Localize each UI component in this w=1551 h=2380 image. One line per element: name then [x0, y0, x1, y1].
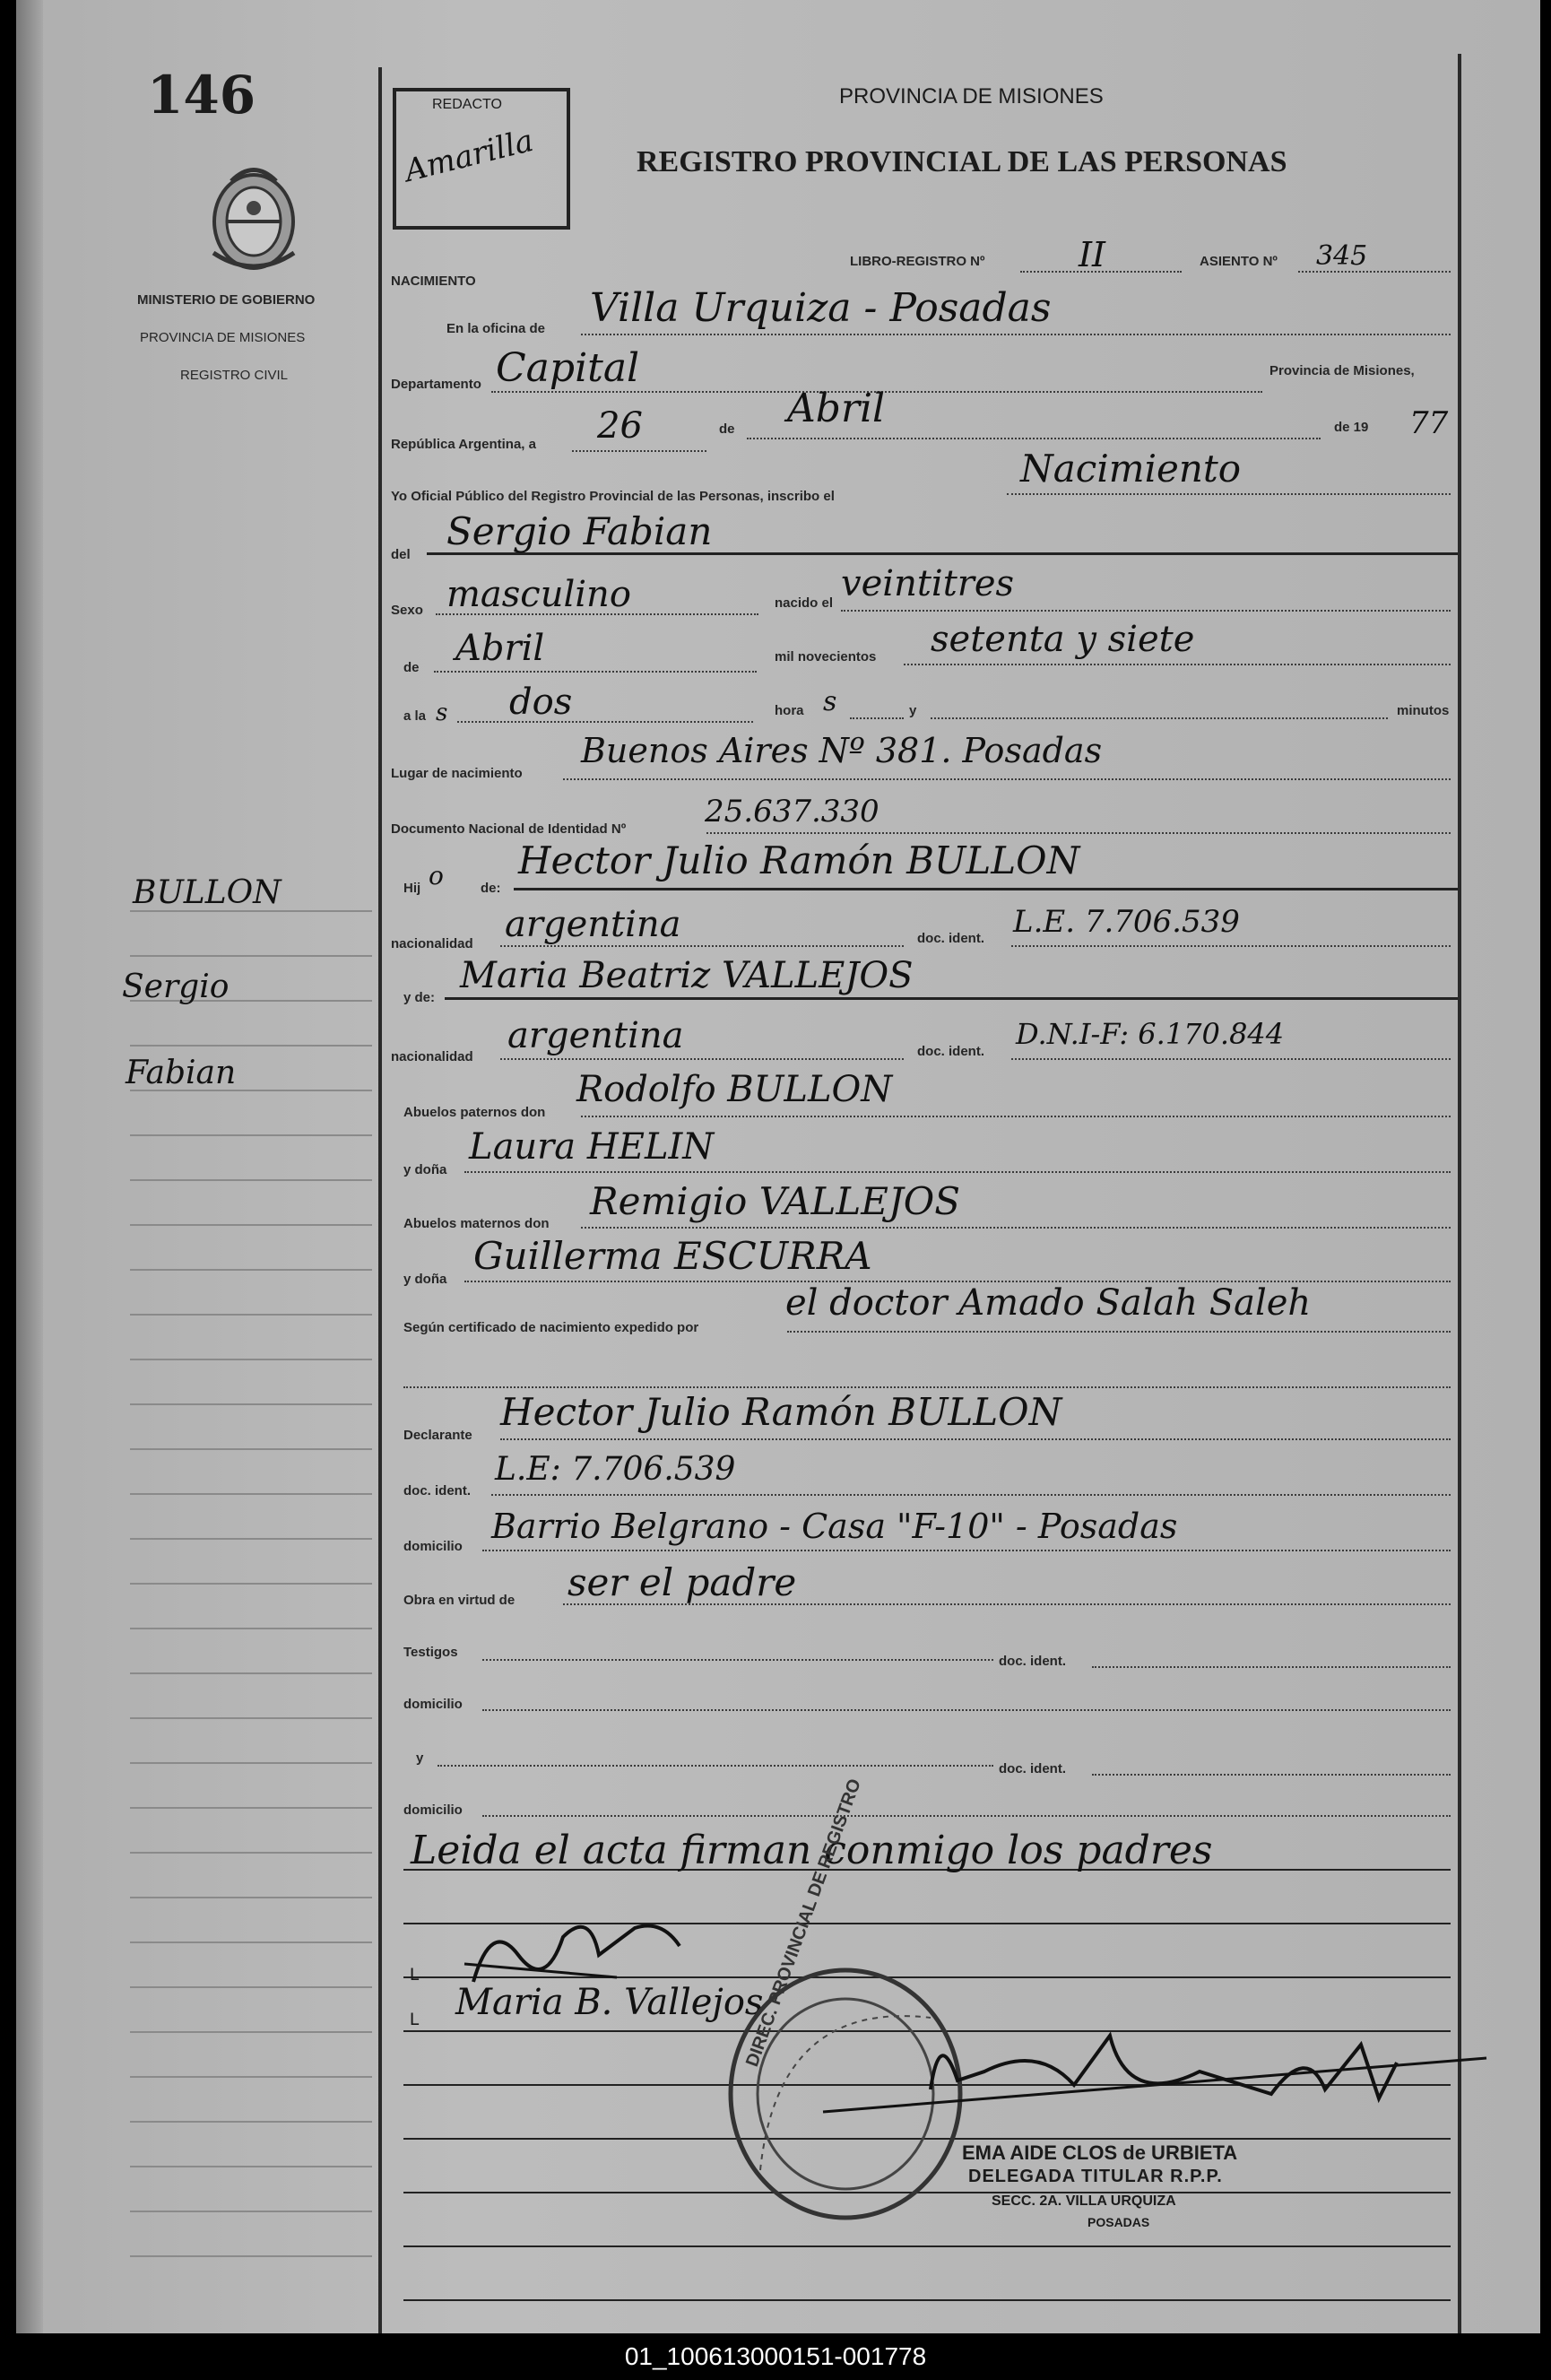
abuelo-paterno-value: Rodolfo BULLON — [576, 1069, 893, 1110]
abuela-materna-value: Guillerma ESCURRA — [473, 1234, 872, 1278]
lugar-value: Buenos Aires Nº 381. Posadas — [581, 731, 1103, 770]
lugar-label: Lugar de nacimiento — [391, 766, 523, 781]
header-registry: REGISTRO PROVINCIAL DE LAS PERSONAS — [637, 145, 1287, 178]
de2-label: de — [403, 660, 420, 675]
official-signature-icon — [805, 2009, 1504, 2134]
nacimiento-label: NACIMIENTO — [391, 274, 476, 289]
madre-value: Maria Beatriz VALLEJOS — [460, 955, 914, 996]
documento-label: Documento Nacional de Identidad Nº — [391, 821, 627, 837]
signature-mark-2: ᴸ — [411, 2009, 420, 2037]
mother-signature: Maria B. Vallejos — [455, 1982, 764, 2023]
republica-label: República Argentina, a — [391, 437, 536, 452]
testigo2-doc-label: doc. ident. — [999, 1761, 1066, 1776]
certificado-label: Según certificado de nacimiento expedido por — [403, 1320, 699, 1335]
hijo-label: Hij — [403, 881, 421, 896]
libro-label: LIBRO-REGISTRO Nº — [850, 254, 985, 269]
declarante-doc-value: L.E: 7.706.539 — [495, 1451, 736, 1488]
nacido-anio-value: setenta y siete — [931, 619, 1195, 660]
seal-text: DIREC. PROVINCIAL DE REGISTRO — [742, 1776, 865, 2070]
ministry-line3: REGISTRO CIVIL — [180, 368, 289, 383]
certificado-value: el doctor Amado Salah Saleh — [785, 1282, 1312, 1324]
padre-value: Hector Julio Ramón BULLON — [518, 838, 1080, 882]
declarante-label: Declarante — [403, 1428, 472, 1443]
ministry-line1: MINISTERIO DE GOBIERNO — [137, 292, 316, 308]
header-province: PROVINCIA DE MISIONES — [839, 84, 1104, 109]
official-name: EMA AIDE CLOS de URBIETA — [962, 2141, 1238, 2164]
official-office: SECC. 2A. VILLA URQUIZA — [992, 2193, 1176, 2209]
dni-value: 25.637.330 — [705, 794, 879, 830]
provincia-label: Provincia de Misiones, — [1269, 363, 1415, 378]
alas-suffix: s — [436, 699, 448, 726]
margin-first-name: Sergio — [122, 969, 230, 1005]
madre-nacionalidad-label: nacionalidad — [391, 1049, 473, 1064]
del-label: del — [391, 547, 411, 562]
abuela-paterna-label: y doña — [403, 1162, 447, 1177]
declarante-value: Hector Julio Ramón BULLON — [500, 1390, 1062, 1434]
departamento-value: Capital — [496, 345, 640, 391]
official-title: DELEGADA TITULAR R.P.P. — [968, 2167, 1223, 2186]
alas-label: a la — [403, 708, 427, 724]
y-label: y — [909, 703, 917, 718]
testigo2-domicilio-label: domicilio — [403, 1802, 463, 1818]
footer-code: 01_100613000151-001778 — [0, 2333, 1551, 2380]
margin-surname: BULLON — [133, 874, 282, 911]
signature-mark-1: ᴸ — [411, 1964, 420, 1992]
libro-value: II — [1079, 235, 1106, 274]
testigo1-doc-label: doc. ident. — [999, 1654, 1066, 1669]
ministry-line2: PROVINCIA DE MISIONES — [140, 330, 306, 345]
abuelo-materno-value: Remigio VALLEJOS — [590, 1179, 960, 1223]
page-number: 146 — [147, 65, 256, 126]
abuela-paterna-value: Laura HELIN — [469, 1126, 715, 1168]
declarante-domicilio-label: domicilio — [403, 1539, 463, 1554]
asiento-value: 345 — [1316, 240, 1368, 272]
hora-label: hora — [775, 703, 804, 718]
left-frame-line — [378, 67, 382, 2333]
de-parent-label: de: — [481, 881, 501, 896]
padre-nacionalidad-label: nacionalidad — [391, 936, 473, 951]
y-de-label: y de: — [403, 990, 436, 1005]
sexo-value: masculino — [446, 574, 631, 615]
closing-text: Leida el acta firman conmigo los padres — [411, 1828, 1213, 1873]
hijo-suffix: o — [429, 861, 444, 890]
page-edge — [16, 0, 43, 2333]
nacido-mes-value: Abril — [455, 628, 545, 669]
abuelos-paternos-label: Abuelos paternos don — [403, 1105, 546, 1120]
testigos-label: Testigos — [403, 1645, 458, 1660]
obra-value: ser el padre — [568, 1560, 797, 1604]
padre-doc-label: doc. ident. — [917, 931, 984, 946]
padre-nacionalidad-value: argentina — [505, 904, 681, 945]
document-page — [16, 0, 1540, 2333]
oficina-label: En la oficina de — [446, 321, 546, 336]
nacido-label: nacido el — [775, 595, 834, 611]
mil-label: mil novecientos — [775, 649, 877, 664]
year-suffix-value: 77 — [1409, 405, 1449, 441]
padre-doc-value: L.E. 7.706.539 — [1013, 904, 1240, 940]
madre-doc-label: doc. ident. — [917, 1044, 984, 1059]
testigo2-y-label: y — [416, 1750, 424, 1766]
redacto-signature: Amarilla — [401, 122, 537, 190]
oficina-value: Villa Urquiza - Posadas — [590, 285, 1052, 331]
day-value: 26 — [597, 405, 643, 447]
asiento-label: ASIENTO Nº — [1200, 254, 1278, 269]
de-label: de — [719, 421, 735, 437]
yo-oficial-label: Yo Oficial Público del Registro Provincial de las Personas, inscribo el — [391, 489, 835, 504]
minutos-label: minutos — [1397, 703, 1450, 718]
abuelos-maternos-label: Abuelos maternos don — [403, 1216, 550, 1231]
declarante-doc-label: doc. ident. — [403, 1483, 471, 1498]
departamento-label: Departamento — [391, 377, 481, 392]
nombre-value: Sergio Fabian — [446, 509, 713, 553]
testigo1-domicilio-label: domicilio — [403, 1697, 463, 1712]
margin-middle-name: Fabian — [126, 1055, 237, 1091]
obra-label: Obra en virtud de — [403, 1593, 516, 1608]
official-city: POSADAS — [1087, 2215, 1150, 2229]
nacido-dia-value: veintitres — [841, 563, 1015, 604]
abuela-materna-label: y doña — [403, 1272, 447, 1287]
tipo-value: Nacimiento — [1020, 447, 1242, 491]
hora-suffix: s — [823, 686, 837, 717]
declarante-domicilio-value: Barrio Belgrano - Casa "F-10" - Posadas — [491, 1507, 1178, 1546]
right-frame-line — [1458, 54, 1461, 2333]
redacto-stamp — [393, 88, 570, 230]
coat-of-arms-icon — [195, 154, 312, 282]
redacto-label: REDACTO — [432, 97, 502, 112]
year-prefix-label: de 19 — [1334, 420, 1369, 435]
madre-nacionalidad-value: argentina — [507, 1015, 684, 1056]
month-value: Abril — [787, 386, 886, 431]
sexo-label: Sexo — [391, 603, 423, 618]
madre-doc-value: D.N.I-F: 6.170.844 — [1016, 1017, 1285, 1051]
hora-value: dos — [509, 682, 573, 723]
